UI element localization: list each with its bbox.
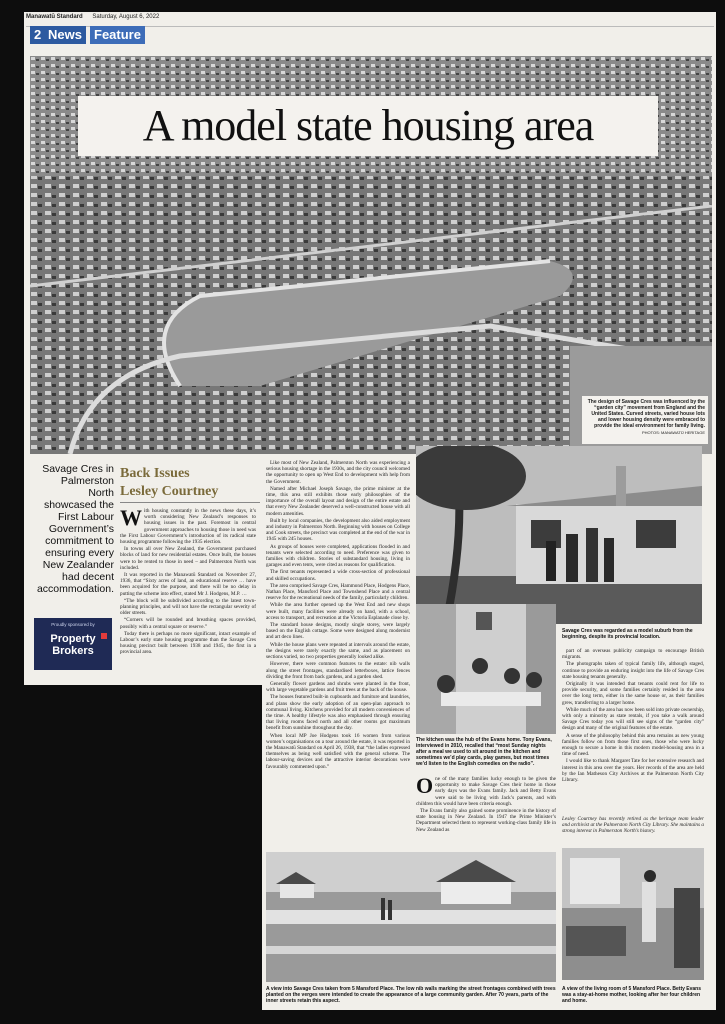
article-column-4 bbox=[562, 648, 704, 814]
sponsor-logo bbox=[45, 633, 101, 657]
paragraph: While the house plans were repeated at intervals around the estate, the designs were rarely exactly the same, and as placement on sections varied, no two properties generally looked alike. bbox=[266, 641, 410, 661]
article-column-3 bbox=[416, 776, 556, 842]
masthead-paper-name: Manawatū Standard bbox=[26, 14, 83, 20]
paragraph: A sense of the philosophy behind this area remains as new young families follow on from those first ones, those who were lucky enough to secure a home in this modern model-housing area in a time of need. bbox=[562, 732, 704, 758]
paragraph: With housing constantly in the news these days, it’s worth considering New Zealand’s responses to housing issues in the past. Foremost in central government approaches to housing those in need was the First Labour Government’s introduction of its radical state housing programme following the 1935 election. bbox=[120, 508, 256, 546]
paragraph: The photographs taken of typical family life, although staged, continue to provide an enduring insight into the life of Savage Cres state housing tenants generally. bbox=[562, 661, 704, 680]
hero-caption-text: The design of Savage Cres was influenced by the “garden city” movement from England and the United States. Curved streets, varied house lots and lower housing density were embraced to provide the ideal environment for family living. bbox=[587, 399, 705, 429]
paragraph: “Corners will be rounded and breathing spaces provided, possibly with a central square or reserve.” bbox=[120, 617, 256, 630]
hero-caption-credit: PHOTOS: MANAWATŪ HERITAGE bbox=[641, 430, 705, 435]
section-news: News bbox=[44, 26, 86, 44]
paragraph: Today there is perhaps no more significant, intact example of Labour’s early state housing programme than the Savage Cres housing precinct built between 1938 and 1945, the first in a provincial area. bbox=[120, 630, 256, 656]
paragraph: As groups of houses were completed, applications flooded in and tenants were selected according to need. Preference was given to families with children. Stories of substandard housing, living in garages and even tents, were cited as reasons for qualification. bbox=[266, 543, 410, 569]
paragraph: While the area further opened up the West End and new shops were built, many facilities were already on hand, with a school, access to transport, and recreation at the Victoria Esplanade close by. bbox=[266, 602, 410, 621]
sponsor-brand-line2: Brokers bbox=[52, 645, 94, 657]
paragraph: Named after Michael Joseph Savage, the prime minister at the time, this area still exhibits those early philosophies of the importance of the overall layout and design of the entire estate and that every New Zealander deserved a well-constructed house with all modern amenities. bbox=[266, 485, 410, 517]
byline: Lesley Courtney bbox=[120, 484, 219, 499]
hero-caption bbox=[582, 396, 708, 444]
paragraph: Originally it was intended that tenants could rent for life to provide security, and some families certainly resided in the area over the long term, either in the same house or, as their families grew, transferring to a larger home. bbox=[562, 681, 704, 706]
byline-rule bbox=[120, 502, 260, 503]
sponsor-label: Proudly sponsored by bbox=[51, 622, 95, 627]
drop-cap: O bbox=[416, 776, 434, 798]
column-name: Back Issues bbox=[120, 466, 190, 481]
drop-cap: W bbox=[120, 508, 142, 530]
living-room-photo bbox=[562, 848, 704, 980]
masthead-date: Saturday, August 6, 2022 bbox=[92, 14, 160, 20]
paragraph: While much of the area has now been sold into private ownership, with only a minority as state rentals, if you take a walk around Savage Cres today you will still see signs of the “garden city” design and many of the original features of the estate. bbox=[562, 706, 704, 732]
sponsor-box[interactable] bbox=[34, 618, 112, 670]
sponsor-brand-line1: Property bbox=[50, 633, 96, 645]
paragraph: I would like to thank Margaret Tate for her extensive research and interest in this area over the years. Her records of the area are held by the Ian Matheson City Archives at the Palmerston North City Library. bbox=[562, 758, 704, 784]
paragraph: In towns all over New Zealand, the Government purchased blocks of land for new residential estates. Once built, the houses were to be rented to those in need – and Palmerston North was included. bbox=[120, 546, 256, 571]
paragraph: When local MP Joe Hodgens took 16 women from various women’s organisations on a tour around the estate, it was reported in the Manawatū Standard on April 26, 1938, that “the ladies expressed themselves as being well satisfied with the general scheme. The labour-saving devices and the attractive interior decorations were favourably commented upon.” bbox=[266, 732, 410, 770]
section-feature: Feature bbox=[90, 26, 145, 44]
paragraph: part of an overseas publicity campaign to encourage British migrants. bbox=[562, 648, 704, 661]
kitchen-caption: The kitchen was the hub of the Evans home. Tony Evans, interviewed in 2010, recalled that “most Sunday nights after a meal we used to sit around in the kitchen and sometimes we’d play cards, play games, but most times we’d listen to the English comedies on the radio”. bbox=[416, 737, 552, 767]
author-bio: Lesley Courtney has recently retired as the heritage team leader and archivist at the Palmerston North City Library. She maintains a strong interest in Palmerston North’s history. bbox=[562, 816, 704, 835]
paragraph: “The block will be subdivided according to the latest town-planning principles, and will not have the rectangular severity of older streets. bbox=[120, 597, 256, 617]
sponsor-logo-mark-icon bbox=[101, 633, 107, 639]
paragraph: One of the many families lucky enough to be given the opportunity to make Savage Cres their home in those early days was the Evans family. Jack and Betty Evans were said to be living with Jack’s parents, and with children this would have been criteria enough. bbox=[416, 776, 556, 807]
standfirst: Savage Cres in Palmerston North showcased the First Labour Government’s commitment to ensuring every New Zealander had decent accommodation. bbox=[36, 463, 114, 595]
paragraph: The houses featured built-in cupboards and furniture and laundries, and plans show the early adoption of an open-plan approach to communal living. Kitchens provided for all modern conveniences of the time. A healthy lifestyle was also emphasised through ensuring that living rooms faced north and all other rooms got maximum benefit from sunshine throughout the day. bbox=[266, 694, 410, 732]
paragraph: It was reported in the Manawatū Standard on November 27, 1936, that “Sixty acres of land, an educational reserve … have been acquired for the purpose, and there will be no delay in putting the scheme into effect, stated Mr J. Hodgens, M.P. … bbox=[120, 572, 256, 597]
paragraph: Like most of New Zealand, Palmerston North was experiencing a serious housing shortage in the 1930s, and the city council welcomed the opportunity to open up West End to development with help from the Government. bbox=[266, 460, 410, 485]
paragraph: The Evans family also gained some prominence in the history of state housing in New Zealand. In 1947 the Prime Minister’s Department selected them to represent working-class family life in New Zealand as bbox=[416, 808, 556, 833]
article-column-2 bbox=[266, 460, 410, 852]
kitchen-photo bbox=[416, 604, 556, 734]
page-number: 2 bbox=[30, 26, 45, 44]
paragraph: The standard house designs, mostly single storey, were largely based on the English cottage. Some were designed along modernist and art deco lines. bbox=[266, 622, 410, 641]
article-column-1 bbox=[120, 508, 256, 682]
paragraph: Built by local companies, the development also aided employment and industry in Palmerston North. Beginning with houses on College and Cook streets, the precinct was completed at the end of the war in 1945 with 245 houses. bbox=[266, 517, 410, 543]
paragraph: However, there were common features to the estate: nib walls along the street frontages, standardised letterboxes, lattice fences dividing the front from back gardens, and a garden shed. bbox=[266, 661, 410, 680]
paragraph: Generally flower gardens and shrubs were planted in the front, with large vegetable gardens and fruit trees at the back of the house. bbox=[266, 680, 410, 694]
house-family-photo bbox=[416, 446, 702, 624]
suburb-caption: Savage Cres was regarded as a model suburb from the beginning, despite its provincial location. bbox=[562, 628, 693, 640]
street-view-caption: A view into Savage Cres taken from 5 Mansford Place. The low nib walls marking the street frontages combined with trees planted on the verges were intended to create the appearance of a large community garden. After 70 years, parts of the inner streets retain this aspect. bbox=[266, 986, 556, 1004]
street-view-photo bbox=[266, 852, 556, 982]
living-room-caption: A view of the living room of 5 Mansford Place. Betty Evans was a stay-at-home mother, looking after her four children and home. bbox=[562, 986, 702, 1004]
paragraph: The first tenants represented a wide cross-section of professional and skilled occupations. bbox=[266, 569, 410, 582]
headline: A model state housing area bbox=[78, 96, 658, 156]
paragraph: The area comprised Savage Cres, Hammond Place, Hodgens Place, Nathan Place, Mansford Place and Townshend Place and a central reserve for the recreational needs of the family, particularly children. bbox=[266, 582, 410, 602]
